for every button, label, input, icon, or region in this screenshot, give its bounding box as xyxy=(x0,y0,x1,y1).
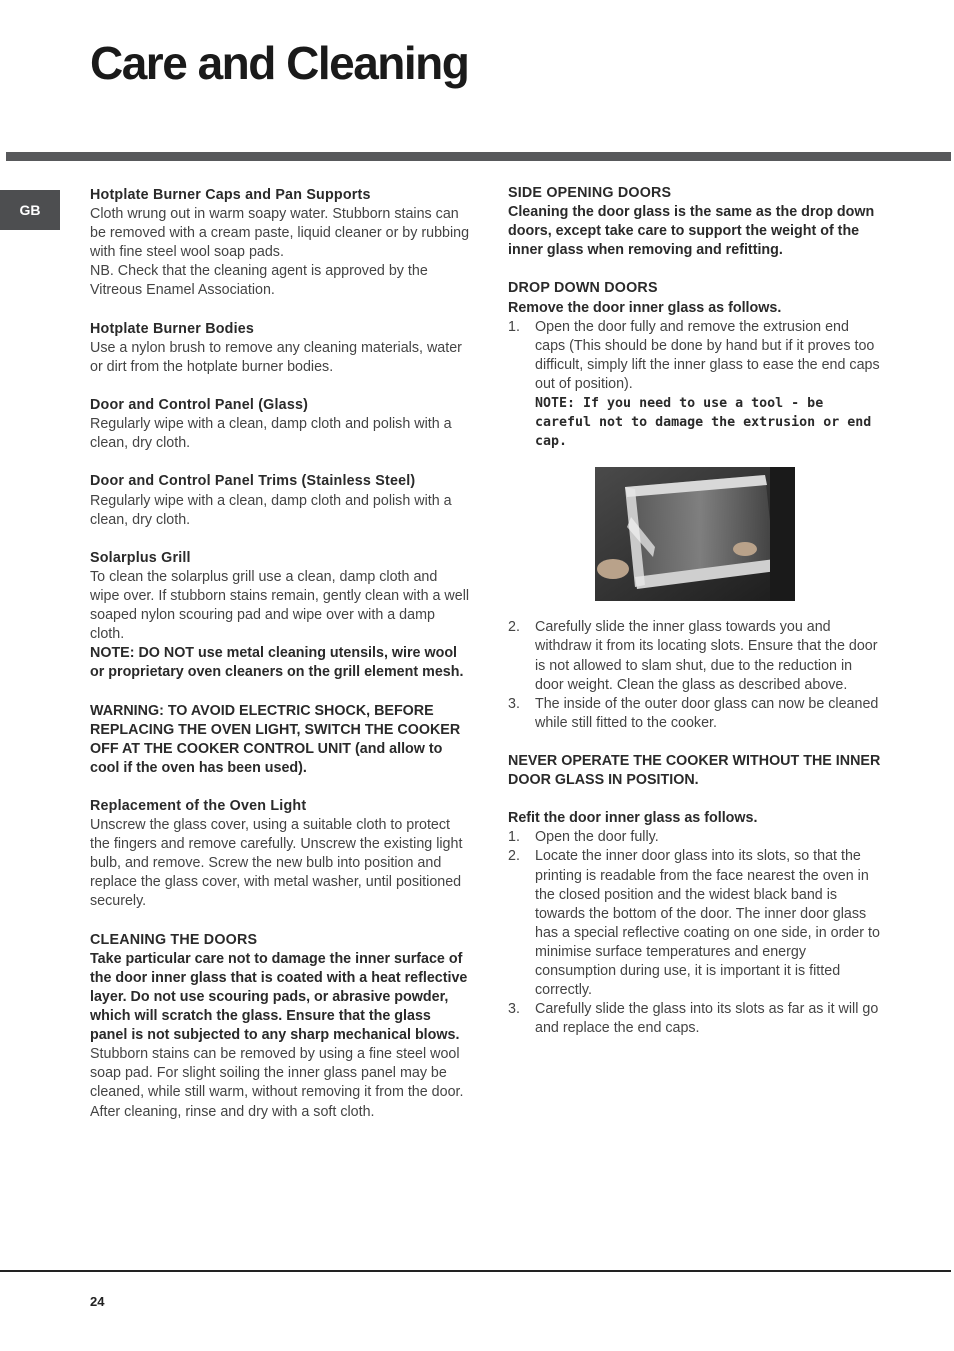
step-text: The inside of the outer door glass can now be cleaned while still fitted to the cooker. xyxy=(535,695,879,731)
section-side-opening-doors xyxy=(508,184,883,260)
section-oven-light xyxy=(90,797,470,912)
step-text: Open the door fully. xyxy=(535,829,659,846)
never-operate-warning: NEVER OPERATE THE COOKER WITHOUT THE INNER DOOR GLASS IN POSITION. xyxy=(508,752,881,789)
step-number: 2. xyxy=(508,619,520,636)
list-item xyxy=(508,847,883,1000)
section-body: Cloth wrung out in warm soapy water. Stubborn stains can be removed with a cream paste, liquid cleaner or by rubbing with fine steel wool soap pads. xyxy=(90,206,470,261)
step-text: Carefully slide the inner glass towards you and withdraw it from its locating slots. Ensure that the door is not allowed to slam shut, due to the reduction in door weight. Clean the glass as described above. xyxy=(535,619,878,693)
doors-caution: Take particular care not to damage the inner surface of the door inner glass that is coated with a heat reflective layer. Do not use scouring pads, or abrasive powder, which will scratch the glass. Ensure that the glass panel is not subjected to any sharp mechanical blows. xyxy=(90,950,468,1044)
step-number: 1. xyxy=(508,318,520,335)
header-rule xyxy=(6,152,951,161)
section-heading: Hotplate Burner Caps and Pan Supports xyxy=(90,187,371,203)
page-number: 24 xyxy=(90,1294,105,1309)
remove-glass-subheading: Remove the door inner glass as follows. xyxy=(508,299,782,316)
section-warning xyxy=(90,702,470,778)
section-solarplus-grill xyxy=(90,549,470,683)
section-body: Stubborn stains can be removed by using a fine steel wool soap pad. For slight soiling the inner glass panel may be cleaned, while still warm, without removing it from the door. After cleaning, rinse and dry with a soft cloth. xyxy=(90,1046,464,1120)
section-burner-bodies xyxy=(90,320,470,377)
list-item xyxy=(508,695,883,733)
section-body: Regularly wipe with a clean, damp cloth and polish with a clean, dry cloth. xyxy=(90,492,452,528)
section-burner-caps xyxy=(90,186,470,301)
section-body: To clean the solarplus grill use a clean, damp cloth and wipe over. If stubborn stains remain, gently clean with a well soaped nylon scouring pad and wipe over with a damp cloth. xyxy=(90,568,470,643)
list-item xyxy=(508,318,883,452)
page-title: Care and Cleaning xyxy=(90,37,469,89)
step-text: Locate the inner door glass into its slots, so that the printing is readable from the face nearest the oven in the closed position and the widest black band is towards the bottom of the door. The inner door glass has a special reflective coating on one side, in order to minimise surface temperatures and energy consumption during use, it is important it is fitted correctly. xyxy=(535,848,880,999)
section-heading: Solarplus Grill xyxy=(90,549,191,566)
remove-steps xyxy=(508,318,883,452)
list-item xyxy=(508,828,883,847)
step-number: 3. xyxy=(508,1001,520,1018)
footer-rule xyxy=(0,1270,951,1272)
section-body: Regularly wipe with a clean, damp cloth and polish with a clean, dry cloth. xyxy=(90,416,452,452)
section-nb: NB. Check that the cleaning agent is approved by the Vitreous Enamel Association. xyxy=(90,263,428,299)
section-panel-glass xyxy=(90,396,470,453)
step-number: 3. xyxy=(508,695,520,712)
grill-note: NOTE: DO NOT use metal cleaning utensils, wire wool or proprietary oven cleaners on the grill element mesh. xyxy=(90,645,464,681)
list-item xyxy=(508,1000,883,1038)
section-body: Unscrew the glass cover, using a suitable cloth to protect the fingers and remove carefully. Unscrew the existing light bulb, and remove. Screw the new bulb into position and replace the glass cover, with metal washer, until positioned securely. xyxy=(90,817,463,910)
section-body: Use a nylon brush to remove any cleaning materials, water or dirt from the hotplate burner bodies. xyxy=(90,339,462,375)
left-column xyxy=(90,186,470,1141)
section-never-operate xyxy=(508,752,883,790)
tool-note: NOTE: If you need to use a tool - be careful not to damage the extrusion or end cap. xyxy=(535,396,872,450)
section-drop-down-doors xyxy=(508,279,883,732)
refit-steps xyxy=(508,828,883,1038)
section-panel-trims xyxy=(90,472,470,529)
section-cleaning-doors xyxy=(90,931,470,1122)
door-glass-photo xyxy=(595,467,795,601)
section-heading: Door and Control Panel (Glass) xyxy=(90,397,309,414)
step-number: 2. xyxy=(508,848,520,865)
section-heading: Replacement of the Oven Light xyxy=(90,798,307,814)
section-heading: Door and Control Panel Trims (Stainless Steel) xyxy=(90,473,416,490)
remove-steps-continued xyxy=(508,618,883,733)
section-heading: DROP DOWN DOORS xyxy=(508,280,658,297)
list-item xyxy=(508,618,883,694)
step-text: Open the door fully and remove the extrusion end caps (This should be done by hand but if it proves too difficult, simply lift the inner glass to ease the end caps out of position). xyxy=(535,318,880,392)
section-heading: SIDE OPENING DOORS xyxy=(508,185,672,201)
section-heading: CLEANING THE DOORS xyxy=(90,931,258,948)
language-tab: GB xyxy=(0,190,60,230)
section-heading: Hotplate Burner Bodies xyxy=(90,320,255,337)
step-number: 1. xyxy=(508,829,520,846)
section-refit-glass xyxy=(508,809,883,1038)
step-text: Carefully slide the glass into its slots as far as it will go and replace the end caps. xyxy=(535,1001,879,1037)
door-glass-illustration xyxy=(595,467,795,601)
refit-subheading: Refit the door inner glass as follows. xyxy=(508,810,758,827)
section-body: Cleaning the door glass is the same as the drop down doors, except take care to support the weight of the inner glass when removing and refitting. xyxy=(508,204,875,259)
right-column xyxy=(508,184,883,1057)
electric-shock-warning: WARNING: TO AVOID ELECTRIC SHOCK, BEFORE REPLACING THE OVEN LIGHT, SWITCH THE COOKER OFF AT THE COOKER CONTROL UNIT (and allow to cool if the oven has been used). xyxy=(90,702,461,776)
